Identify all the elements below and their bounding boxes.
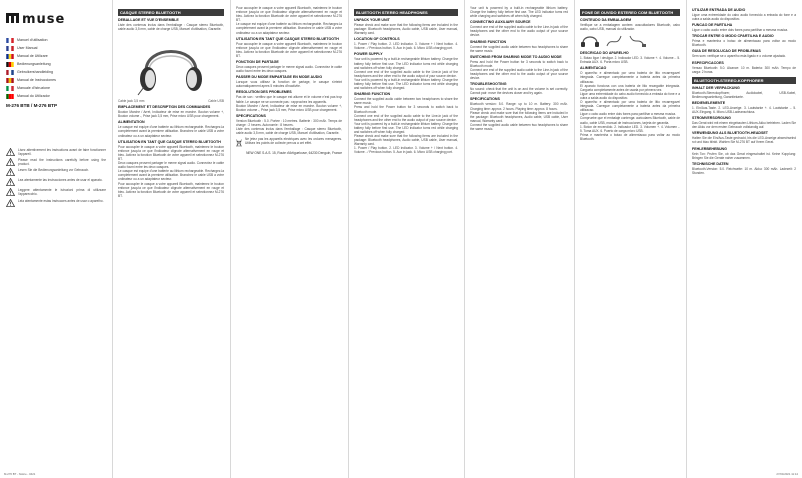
flag-icon — [6, 54, 14, 59]
print-footer-right: 27/04/2021 11:14 — [776, 472, 798, 476]
paragraph: Connect one end of the supplied audio cable to the Line-in jack of the headphones and the other end to the audio output of your source device. — [354, 113, 458, 122]
sub-heading: GUIA DE RESOLUCAO DE PROBLEMAS — [692, 49, 761, 54]
french-column — [112, 0, 230, 478]
paragraph: 1. Power / Play button. 2. LED indicator. 3. Volume + / Next button. 4. Volume - / Previous button. 5. Aux in jack. 6. Micro USB charging port. — [354, 146, 458, 155]
paragraph: Connect the supplied audio cable between two headphones to share the same music. — [470, 122, 568, 131]
caption: Cable USB — [208, 99, 224, 104]
sub-heading: TROUBLESHOOTING — [470, 82, 507, 87]
paragraph: Das Gerat wird mit einem eingebauten Lithium-Akku betrieben. Laden Sie den Akku vor dem ersten Gebrauch vollstandig auf. — [692, 121, 797, 130]
language-item — [6, 36, 106, 44]
cover-column — [0, 0, 112, 478]
address: NEW ONE S.A.S. 15, Route d'Artiguelouve, 64230 Denguin, France — [246, 151, 342, 156]
language-label: Manual do Utilizador — [17, 94, 50, 98]
section-title-de: BLUETOOTH-STEREO-KOPFHORER — [692, 77, 796, 84]
paragraph: Liste des contenus inclus dans l'emballage : Casque stereo Bluetooth, cable audio 3,5 mm, cable de charge USB, Manuel d'utilisation, Garantie. — [118, 23, 224, 32]
paragraph: Ligue o cabo audio entre dois fones para partilhar a mesma musica. — [692, 28, 789, 33]
sub-heading: EMPLACEMENT ET DESCRIPTION DES COMMANDES — [118, 105, 211, 110]
sub-heading: POWER SUPPLY — [354, 52, 383, 57]
language-item — [6, 76, 106, 84]
paragraph: Pour accoupler le casque a votre appareil Bluetooth, maintenez le bouton enfonce jusqu'a ce que l'indicateur clignote alternativement en rouge et bleu. Activez la fonction Bluetooth de votre appareil et selectionnez M-276 BT. — [236, 41, 342, 58]
warning-triangle-icon — [6, 158, 15, 166]
warning-triangle-icon — [6, 199, 15, 207]
paragraph: O aparelho e alimentado por uma bateria de litio recarregavel integrada. Carregue completamente a bateria antes da primeira utilizacao. — [580, 71, 680, 84]
sub-heading: BEDIENELEMENTE — [692, 100, 726, 105]
sub-heading: FONCTION DE PARTAGE — [236, 60, 279, 65]
paragraph: Versao Bluetooth: 5.0. Alcance: 10 m. Bateria: 300 mAh. Tempo de carga: 2 horas. — [692, 65, 796, 74]
warning-item — [6, 199, 106, 207]
paragraph: No sound: check that the unit is on and the volume is set correctly. Cannot pair: move the devices closer and try again. — [470, 87, 568, 96]
figure-captions — [118, 99, 224, 103]
warning-text: Lisez attentivement les instructions avant de faire fonctionner l'appareil. — [18, 148, 106, 157]
paragraph: Le casque est equipe d'une batterie au lithium rechargeable. Rechargez-la completement avant la premiere utilisation. Branchez le cable USB a votre ordinateur ou a un adaptateur secteur. — [118, 125, 224, 138]
paragraph: Le casque est equipe d'une batterie au lithium rechargeable. Rechargez-la completement avant la premiere utilisation. Branchez le cable USB a votre ordinateur ou a un adaptateur secteur. — [118, 169, 224, 182]
sub-heading: DEBALLAGE ET VUE D'ENSEMBLE — [118, 18, 179, 22]
sub-heading: LOCATION OF CONTROLS — [354, 37, 400, 42]
warning-item — [6, 178, 106, 186]
sub-heading: VERWENDUNG ALS BLUETOOTH-HEADSET — [692, 131, 769, 136]
warning-triangle-icon — [6, 178, 15, 186]
paragraph: Pour accoupler le casque a votre appareil Bluetooth, maintenez le bouton enfonce jusqu'a ce que l'indicateur clignote alternativement en rouge et bleu. Activez la fonction Bluetooth de votre appareil et selectionnez M-276 BT. — [118, 144, 224, 161]
print-footer-left: M-276 BT - Notice - 0421 — [4, 472, 36, 476]
sub-heading: TECHNISCHE DATEN — [692, 161, 729, 166]
crossed-bin-icon — [236, 137, 242, 149]
sub-heading: UNPACK YOUR UNIT — [354, 18, 390, 22]
sub-heading: CONNECTING AUXILIARY SOURCE — [470, 20, 531, 25]
flag-icon — [6, 94, 14, 99]
language-label: Manuale d'Istruzione — [17, 86, 51, 90]
paragraph: Ligue o cabo audio entre dois fones para partilhar a mesma musica. — [580, 112, 677, 117]
paragraph: Your unit is powered by a built-in rechargeable lithium battery. Charge the battery fully before first use. The LED indicator turns red while charging and switches off when fully charged. — [354, 121, 458, 134]
paragraph: Ne jetez pas les appareils electriques avec les ordures menageres. Utilisez les points de collecte prevus a cet effet. — [244, 137, 342, 146]
paragraph: Your unit is powered by a built-in rechargeable lithium battery. Charge the battery fully before first use. The LED indicator turns red while charging and switches off when fully charged. — [354, 77, 458, 91]
sub-heading: RESOLUTION DES PROBLEMES — [236, 90, 292, 95]
language-label: Gebruikershandleiding — [17, 70, 53, 74]
paragraph: Please check and make sure that the following items are included in the package: Bluetooth headphones, Audio cable, USB cable, User manual, Warranty card. — [354, 134, 458, 147]
language-item — [6, 68, 106, 76]
language-item — [6, 44, 106, 52]
paragraph: Compruebe que el embalaje contenga: auriculares Bluetooth, cable de audio, cable USB, manual de instrucciones, tarjeta de garantia. — [580, 116, 680, 125]
language-item — [6, 60, 106, 68]
warning-text: Lea atentamente las instrucciones antes de usar el aparato. — [18, 178, 103, 183]
paragraph: Ligue uma extremidade do cabo audio fornecido a entrada do fone e a outra a saida audio do dispositivo. — [692, 13, 796, 22]
svg-text:muse: muse — [22, 12, 66, 25]
language-label: User Manual — [17, 46, 38, 50]
paragraph: Connect the supplied audio cable between two headphones to share the same music. — [354, 97, 458, 106]
section-title-pt: FONE DE OUVIDO ESTEREO COM BLUETOOTH — [580, 9, 680, 16]
sub-heading: PASSER DU MODE EMPARTAGE EN MODE AUDIO — [236, 75, 323, 80]
paragraph: Verifique se a embalagem contem: auscultadores Bluetooth, cabo audio, cabo USB, manual do utilizador. — [580, 23, 680, 32]
paragraph: Lorsque vous utilisez la fonction de partage, le casque s'eteint automatiquement apres 5 minutes d'inactivite. — [236, 80, 342, 89]
sub-heading: TROCAR ENTRE O MODO CPARTILHA E AUDIO — [692, 34, 774, 39]
sub-heading: CONTEUDO DA EMBALAGEM — [580, 18, 632, 22]
sub-heading: ESPECIFICACOES — [692, 60, 724, 65]
brand-logo — [6, 10, 106, 30]
sub-heading: INHALT DER VERPACKUNG — [692, 85, 740, 90]
paragraph: 1. Power / Play button. 2. LED indicator. 3. Volume + / Next button. 4. Volume - / Previous button. 5. Aux in jack. 6. Micro USB charging port. — [354, 42, 458, 51]
language-label: Bedienungsanleitung — [17, 62, 51, 66]
warning-item — [6, 188, 106, 196]
flag-icon — [6, 62, 14, 67]
sub-heading: DESCRICAO DO APARELHO — [580, 51, 629, 56]
paragraph: Bouton Marche / Arret, Indicateur de mise en marche. Bouton volume +, Bouton volume -, Prise jack 3,5 mm, Prise micro USB pour chargement. — [236, 103, 342, 112]
paragraph: Prima e mantenha o botao de alimentacao para voltar ao modo Bluetooth. — [692, 39, 796, 48]
sub-heading: FUNCAO DE PARTILHA — [692, 23, 733, 28]
flag-icon — [6, 78, 14, 83]
sub-heading: ALIMENTACAO — [580, 66, 607, 71]
flag-icon — [6, 46, 14, 51]
paragraph: Sem som: verifique se o aparelho esta ligado e o volume ajustado. — [692, 54, 787, 59]
language-item — [6, 84, 106, 92]
flag-icon — [6, 70, 14, 75]
sub-heading: SWITCHING FROM SHARING MODE TO AUDIO MODE — [470, 54, 562, 59]
german-column — [686, 0, 802, 478]
sub-heading: FEHLERBEHEBUNG — [692, 146, 727, 151]
sub-heading: SHARING FUNCTION — [470, 39, 507, 44]
paragraph: Liste des contenus inclus dans l'emballage : Casque stereo Bluetooth, cable audio 3,5 mm, cable de charge USB, Manuel d'utilisation, Garantie. — [236, 126, 342, 136]
usb-cable-icon — [628, 34, 646, 48]
paragraph: Ligue uma extremidade do cabo audio fornecido a entrada do fone e a outra a saida audio do dispositivo. — [580, 91, 680, 100]
flag-icon — [6, 38, 14, 43]
headphones-icon — [136, 35, 206, 97]
paragraph: Connect one end of the supplied audio cable to the Line-in jack of the headphones and the other end to the audio output of your source device. — [470, 25, 568, 38]
section-title-en: BLUETOOTH STEREO HEADPHONES — [354, 9, 458, 16]
paragraph: Kein Ton: Prufen Sie, ob das Gerat eingeschaltet ist. Keine Kopplung: Bringen Sie die Gerate naher zusammen. — [692, 151, 796, 160]
sub-heading: STROMVERSORGUNG — [692, 116, 731, 121]
paragraph: Please check and make sure that the following items are included in the package: Bluetooth headphones, Audio cable, USB cable, User manual, Warranty card. — [470, 110, 568, 123]
language-label: Manual de Utilizare — [17, 54, 48, 58]
section-title-fr: CASQUE STEREO BLUETOOTH — [118, 9, 224, 16]
paragraph: Your unit is powered by a built-in rechargeable lithium battery. Charge the battery fully before first use. The LED indicator turns red while charging and switches off when fully charged. — [354, 57, 458, 70]
sub-heading: UTILIZAR ENTRADA DE AUDIO — [692, 8, 746, 12]
sub-heading: SHARING FUNCTION — [354, 92, 391, 97]
paragraph: Pour accoupler le casque a votre appareil Bluetooth, maintenez le bouton enfonce jusqu'a ce que l'indicateur clignote alternativement en rouge et bleu. Activez la fonction Bluetooth de votre appareil et selectionnez M-276 BT. — [118, 181, 224, 198]
paragraph: 1. Botao ligar / desligar. 2. Indicador LED. 3. Volume +. 4. Volume -. 5. Entrada AUX. 6. Porta micro USB. — [580, 56, 680, 65]
sub-heading: SPECIFICATIONS — [470, 97, 500, 102]
muse-logo-icon — [6, 11, 66, 25]
paragraph: 1. Boton de encendido. 2. Indicador LED. 3. Volumen +. 4. Volumen -. 5. Toma AUX. 6. Puerto de carga micro USB. — [580, 124, 680, 133]
paragraph: Please check and make sure that the following items are included in the package: Bluetooth headphones, Audio cable, USB cable, User manual, Warranty card. — [354, 23, 458, 36]
paragraph: Pas de son : verifiez que le casque est allume et le volume n'est pas trop faible. Le casque ne se connecte pas : rapprochez les appareils. — [236, 95, 342, 104]
spanish-portuguese-column — [574, 0, 686, 478]
contents-figures — [580, 34, 680, 48]
warning-text: Please read the instructions carefully before using the product. — [18, 158, 106, 167]
warning-item — [6, 168, 106, 176]
paragraph: Press and hold the Power button for 3 seconds to switch back to Bluetooth mode. — [354, 105, 458, 114]
paragraph: Connect one end of the supplied audio cable to the Line-in jack of the headphones and the other end to the audio output of your source device. — [354, 69, 458, 78]
paragraph: Le casque est equipe d'une batterie au lithium rechargeable. Rechargez-la completement avant la premiere utilisation. Branchez le cable USB a votre ordinateur ou a un adaptateur secteur. — [236, 22, 342, 35]
warning-text: Lesen Sie die Bedienungsanleitung vor Gebrauch. — [18, 168, 90, 173]
caption: Cable jack 3,5 mm — [118, 99, 145, 104]
flag-icon — [6, 86, 14, 91]
warning-text: Leia atentamente estas instrucoes antes de usar o aparelho. — [18, 198, 104, 203]
paragraph: Your unit is powered by a built-in rechargeable lithium battery. Charge the battery fully before first use. The LED indicator turns red while charging and switches off when fully charged. — [470, 6, 568, 19]
french-continued-column — [230, 0, 348, 478]
paragraph: O aparelho e alimentado por uma bateria de litio recarregavel integrada. Carregue completamente a bateria antes da primeira utilizacao. — [580, 100, 680, 113]
warning-item — [6, 158, 106, 166]
warning-triangle-icon — [6, 168, 15, 176]
paragraph: Press and hold the Power button for 3 seconds to switch back to Bluetooth mode. — [470, 59, 568, 68]
language-item — [6, 92, 106, 100]
language-item — [6, 52, 106, 60]
paragraph: 1. Ein/Aus-Taste. 2. LED-Anzeige. 3. Lautstarke +. 4. Lautstarke -. 5. AUX-Eingang. 6. Micro-USB-Ladeanschluss. — [692, 105, 796, 115]
paragraph: Deux casques peuvent partager le meme signal audio. Connectez le cable audio fourni entre les deux casques. — [236, 65, 342, 74]
paragraph: Bluetooth version: 5.0. Range: up to 10 m. Battery: 300 mAh. Charging time: approx. 2 hours. Playing time: approx. 8 hours. — [470, 102, 568, 111]
warnings-block — [6, 148, 106, 207]
warning-triangle-icon — [6, 148, 15, 156]
paragraph: Connect the supplied audio cable between two headphones to share the same music. — [470, 44, 568, 53]
sub-heading: ALIMENTATION — [118, 120, 145, 125]
english-column — [348, 0, 464, 478]
warning-triangle-icon — [6, 188, 15, 196]
sub-heading: SPECIFICATIONS — [236, 113, 266, 118]
paragraph: Halten Sie die Ein/Aus-Taste gedruckt, bis die LED-Anzeige abwechselnd rot und blau blinkt. Wahlen Sie M-276 BT auf Ihrem Gerat. — [692, 136, 796, 145]
language-label: Manuel d'utilisation — [17, 38, 48, 42]
paragraph: Bluetooth-Stereokopfhorer, Audiokabel, USB-Kabel, Bedienungsanleitung, Garantiekarte. — [692, 90, 796, 99]
paragraph: El aparato funciona con una bateria de litio recargable integrada. Carguela completamente antes de usarla por primera vez. — [580, 83, 680, 92]
paragraph: Version Bluetooth : 5.0. Portee : 10 metres. Batterie : 300 mAh. Temps de charge : 2 heures. Autonomie : 8 heures. — [236, 118, 342, 127]
language-list — [6, 36, 106, 100]
paragraph: Deux casques peuvent partager le meme signal audio. Connectez le cable audio fourni entre les deux casques. — [118, 161, 224, 170]
model-number: M-276 BTB / M-276 BTP — [6, 103, 58, 108]
paragraph: Bluetooth-Version: 5.0. Reichweite: 10 m. Akku: 300 mAh. Ladezeit: 2 Stunden. — [692, 166, 796, 175]
paragraph: Pour accoupler le casque a votre appareil Bluetooth, maintenez le bouton enfonce jusqu'a ce que l'indicateur clignote alternativement en rouge et bleu. Activez la fonction Bluetooth de votre appareil et selectionnez M-276 BT. — [236, 6, 342, 23]
warning-text: Leggere attentamente le istruzioni prima di utilizzare l'apparecchio. — [18, 188, 106, 197]
language-label: Manual de Instrucciones — [17, 78, 56, 82]
paragraph: Bouton Marche / Arret, Indicateur de mise en marche. Bouton volume +, Bouton volume -, Prise jack 3,5 mm, Prise micro USB pour chargement. — [118, 110, 224, 119]
recycle-notice — [236, 137, 342, 149]
sub-heading: UTILISATION EN TANT QUE CASQUE STEREO BLUETOOTH — [118, 139, 221, 144]
headphones-icon — [580, 34, 600, 48]
warning-item — [6, 148, 106, 156]
sub-heading: UTILISATION EN TANT QUE CASQUE STEREO BLUETOOTH — [236, 36, 339, 41]
cable-icon — [605, 34, 623, 48]
paragraph: Prima e mantenha o botao de alimentacao para voltar ao modo Bluetooth. — [580, 132, 680, 141]
english-continued-column — [464, 0, 574, 478]
paragraph: Connect one end of the supplied audio cable to the Line-in jack of the headphones and the other end to the audio output of your source device. — [470, 67, 568, 81]
